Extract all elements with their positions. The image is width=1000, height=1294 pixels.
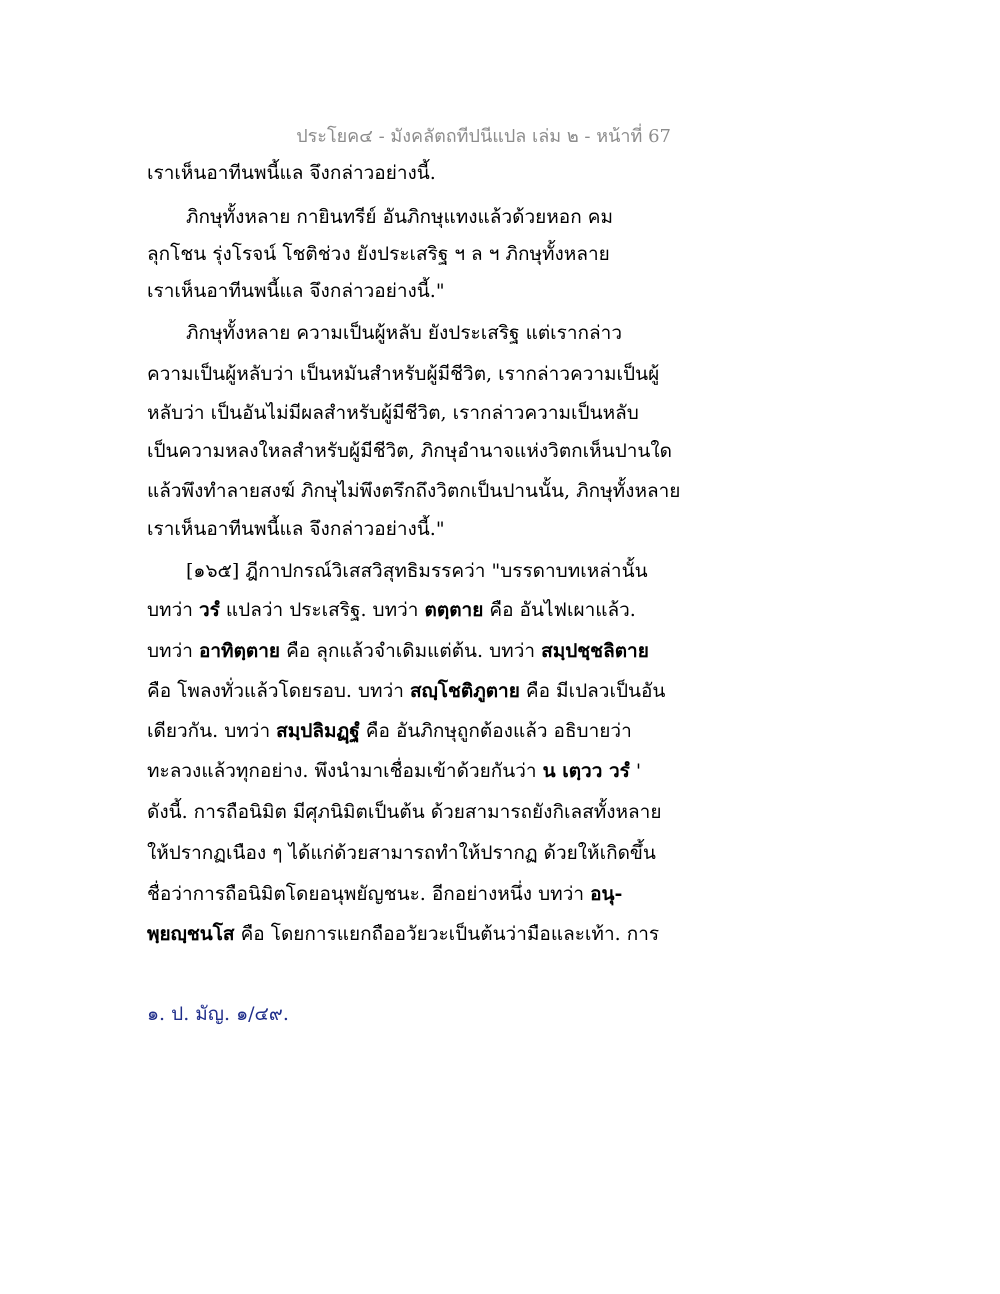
text-line: เราเห็นอาทีนพนี้แล จึงกล่าวอย่างนี้." (147, 280, 445, 302)
pali-term: อนุ- (590, 883, 623, 905)
pali-term: สญฺโชติภูตาย (409, 680, 520, 702)
text-run: เดียวกัน. บทว่า (147, 720, 277, 742)
text-line: ความเป็นผู้หลับว่า เป็นหมันสำหรับผู้มีชีวิต, เรากล่าวความเป็นผู้ (147, 363, 660, 385)
text-run: ชื่อว่าการถือนิมิตโดยอนุพยัญชนะ. อีกอย่างหนึ่ง บทว่า (147, 883, 591, 905)
text-run: ทะลวงแล้วทุกอย่าง. พึงนำมาเชื่อมเข้าด้วยกันว่า (147, 760, 543, 782)
running-header: ประโยค๔ - มังคลัตถทีปนีแปล เล่ม ๒ - หน้าที่ 67 (296, 126, 671, 147)
pali-term: พฺยญฺชนโส (147, 923, 235, 945)
text-line: [๑๖๕] ฎีกาปกรณ์วิเสสวิสุทธิมรรคว่า "บรรดาบทเหล่านั้น (186, 560, 648, 582)
text-line: เราเห็นอาทีนพนี้แล จึงกล่าวอย่างนี้." (147, 518, 445, 540)
footnote: ๑. ป. มัญ. ๑/๔๙. (147, 1003, 289, 1025)
text-line (147, 758, 641, 784)
text-line: ภิกษุทั้งหลาย กายินทรีย์ อันภิกษุแทงแล้วด้วยหอก คม (186, 206, 613, 228)
text-run: บทว่า (147, 640, 199, 662)
text-line: ดังนี้. การถือนิมิต มีศุภนิมิตเป็นต้น ด้วยสามารถยังกิเลสทั้งหลาย (147, 801, 662, 823)
pali-term: ตตฺตาย (424, 599, 484, 621)
pali-term: สมฺปลิมฏฺฐํ (276, 720, 360, 742)
text-line: แล้วพึงทำลายสงฆ์ ภิกษุไม่พึงตรึกถึงวิตกเป็นปานนั้น, ภิกษุทั้งหลาย (147, 480, 681, 502)
text-line (147, 638, 649, 664)
text-run: บทว่า (147, 599, 199, 621)
text-line: ลุกโชน รุ่งโรจน์ โชติช่วง ยังประเสริฐ ฯ ล ฯ ภิกษุทั้งหลาย (147, 243, 610, 265)
text-line: เราเห็นอาทีนพนี้แล จึงกล่าวอย่างนี้. (147, 162, 436, 184)
text-line: เป็นความหลงใหลสำหรับผู้มีชีวิต, ภิกษุอำนาจแห่งวิตกเห็นปานใด (147, 440, 673, 462)
text-line (147, 678, 665, 704)
text-run: คือ ลุกแล้วจำเดิมแต่ต้น. บทว่า (280, 640, 542, 662)
text-line: ภิกษุทั้งหลาย ความเป็นผู้หลับ ยังประเสริฐ แต่เรากล่าว (186, 322, 623, 344)
text-line: หลับว่า เป็นอันไม่มีผลสำหรับผู้มีชีวิต, เรากล่าวความเป็นหลับ (147, 402, 639, 424)
text-line (147, 718, 632, 744)
text-line: ให้ปรากฏเนือง ๆ ได้แก่ด้วยสามารถทำให้ปรากฏ ด้วยให้เกิดขึ้น (147, 842, 656, 864)
text-run: คือ อันภิกษุถูกต้องแล้ว อธิบายว่า (359, 720, 632, 742)
pali-term: สมฺปชฺชลิตาย (541, 640, 649, 662)
text-run: คือ อันไฟเผาแล้ว. (483, 599, 636, 621)
pali-term: น เตฺวว วรํ (542, 760, 630, 782)
pali-term: อาทิตฺตาย (198, 640, 281, 662)
text-run: ' (629, 760, 642, 782)
text-run: แปลว่า ประเสริฐ. บทว่า (219, 599, 425, 621)
text-run: คือ โดยการแยกถืออวัยวะเป็นต้นว่ามือและเท้า. การ (234, 923, 660, 945)
text-line (147, 921, 659, 947)
text-run: คือ มีเปลวเป็นอัน (519, 680, 666, 702)
text-run: คือ โพลงทั่วแล้วโดยรอบ. บทว่า (147, 680, 410, 702)
text-line (147, 597, 636, 623)
pali-term: วรํ (198, 599, 220, 621)
text-line (147, 881, 622, 907)
